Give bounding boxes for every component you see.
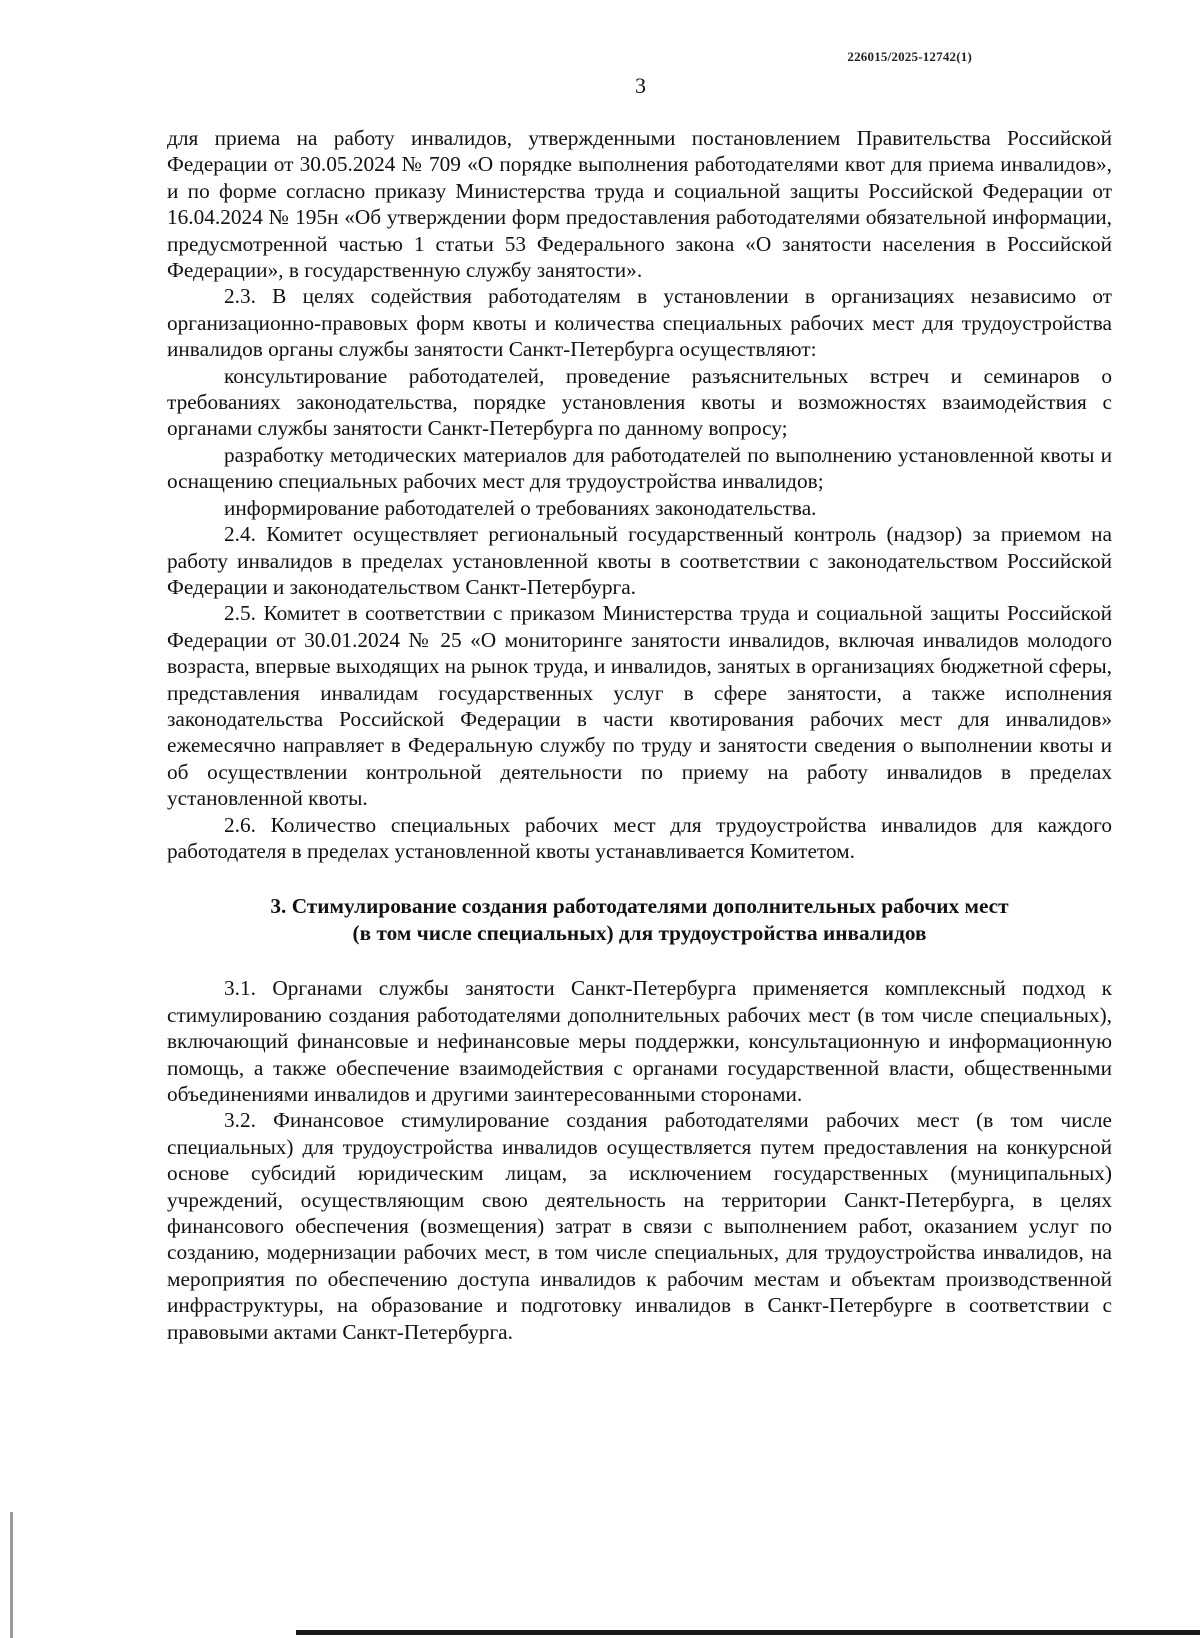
document-body	[167, 125, 1112, 1345]
paragraph-3-1: 3.1. Органами службы занятости Санкт-Петербурга применяется комплексный подход к стимулированию создания работодателями дополнительных рабочих мест (в том числе специальных), включающий финансовые и нефинансовые меры поддержки, консультационную и информационную помощь, а также обеспечение взаимодействия с органами государственной власти, общественными объединениями инвалидов и другими заинтересованными сторонами.	[167, 976, 1112, 1106]
paragraph-continuation: для приема на работу инвалидов, утвержденными постановлением Правительства Российской Федерации от 30.05.2024 № 709 «О порядке выполнения работодателями квот для приема инвалидов», и по форме согласно приказу Министерства труда и социальной защиты Российской Федерации от 16.04.2024 № 195н «Об утверждении форм предоставления работодателями обязательной информации, предусмотренной частью 1 статьи 53 Федерального закона «О занятости населения в Российской Федерации», в государственную службу занятости».	[167, 126, 1112, 283]
section-3-heading-line1: 3. Стимулирование создания работодателями дополнительных рабочих мест	[270, 894, 1009, 919]
section-3-heading	[167, 893, 1112, 947]
paragraph-2-6: 2.6. Количество специальных рабочих мест для трудоустройства инвалидов для каждого работодателя в пределах установленной квоты устанавливается Комитетом.	[167, 812, 1112, 863]
paragraph-3-2: 3.2. Финансовое стимулирование создания работодателями рабочих мест (в том числе специальных) для трудоустройства инвалидов осуществляется путем предоставления на конкурсной основе субсидий юридическим лицам, за исключением государственных (муниципальных) учреждений, осуществляющим свою деятельность на территории Санкт-Петербурга, в целях финансового обеспечения (возмещения) затрат в связи с выполнением работ, оказанием услуг по созданию, модернизации рабочих мест, в том числе специальных, для трудоустройства инвалидов, на мероприятия по обеспечению доступа инвалидов к рабочим местам и объектам производственной инфраструктуры, на образование и подготовку инвалидов в Санкт-Петербурге в соответствии с правовыми актами Санкт-Петербурга.	[167, 1108, 1112, 1344]
paragraph-2-4: 2.4. Комитет осуществляет региональный государственный контроль (надзор) за приемом на работу инвалидов в пределах установленной квоты в соответствии с законодательством Российской Федерации и законодательством Санкт-Петербурга.	[167, 522, 1112, 599]
scan-bottom-edge	[296, 1630, 1200, 1635]
list-item-methodical-materials: разработку методических материалов для работодателей по выполнению установленной квоты и оснащению специальных рабочих мест для трудоустройства инвалидов;	[167, 442, 1112, 494]
paragraph-2-5: 2.5. Комитет в соответствии с приказом Министерства труда и социальной защиты Российской Федерации от 30.01.2024 № 25 «О мониторинге занятости инвалидов, включая инвалидов молодого возраста, впервые выходящих на рынок труда, и инвалидов, занятых в организациях бюджетной сферы, представления инвалидам государственных услуг в сфере занятости, а также исполнения законодательства Российской Федерации в части квотирования рабочих мест для инвалидов» ежемесячно направляет в Федеральную службу по труду и занятости сведения о выполнении квоты и об осуществлении контрольной деятельности по приему на работу инвалидов в пределах установленной квоты.	[167, 601, 1112, 811]
section-3-heading-line2: (в том числе специальных) для трудоустройства инвалидов	[352, 921, 927, 946]
list-item-consulting: консультирование работодателей, проведение разъяснительных встреч и семинаров о требованиях законодательства, порядке установления квоты и возможностях взаимодействия с органами службы занятости Санкт-Петербурга по данному вопросу;	[167, 363, 1112, 441]
document-registration-number: 226015/2025-12742(1)	[847, 49, 972, 64]
page-number: 3	[635, 73, 646, 98]
paragraph-2-3: 2.3. В целях содействия работодателям в установлении в организациях независимо от организационно-правовых форм квоты и количества специальных рабочих мест для трудоустройства инвалидов органы службы занятости Санкт-Петербурга осуществляют:	[167, 284, 1112, 362]
list-item-informing: информирование работодателей о требованиях законодательства.	[224, 495, 817, 520]
scan-edge-mark	[10, 1512, 13, 1638]
